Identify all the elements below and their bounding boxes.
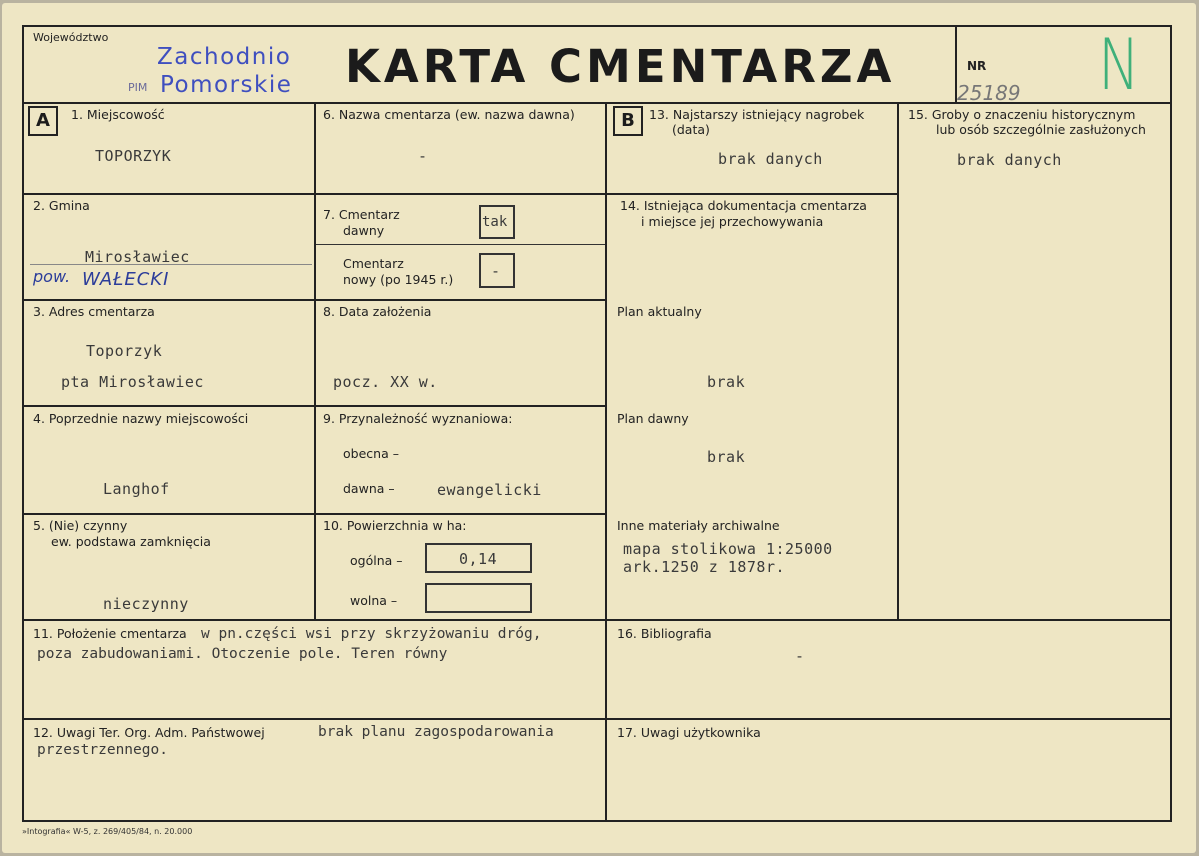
plan-old-value: brak — [707, 448, 746, 466]
field13-label-line1: 13. Najstarszy istniejący nagrobek — [649, 107, 865, 122]
field5-value: nieczynny — [103, 595, 189, 613]
printer-imprint: »Intografia« W-5, z. 269/405/84, n. 20.000 — [22, 827, 193, 836]
row-divider-a3 — [22, 405, 606, 407]
row-divider-a2 — [22, 299, 606, 301]
other-materials-line1: mapa stolikowa 1:25000 — [623, 540, 833, 558]
cell7-divider — [316, 244, 605, 245]
field3-line2: pta Mirosławiec — [61, 373, 204, 391]
field10-free-box[interactable] — [425, 583, 532, 613]
field7-new-label-line1: Cmentarz — [343, 256, 404, 271]
field12-line1: brak planu zagospodarowania — [318, 724, 554, 740]
field2-label: 2. Gmina — [33, 198, 90, 213]
field9-former-label: dawna – — [343, 481, 395, 496]
field16-value: - — [795, 647, 805, 665]
field10-total-value: 0,14 — [459, 550, 498, 568]
field6-value: - — [418, 147, 428, 165]
field8-value: pocz. XX w. — [333, 373, 438, 391]
voivodeship-label: Województwo — [33, 31, 109, 44]
field7-old-label-line1: 7. Cmentarz — [323, 207, 400, 222]
col-divider-2 — [605, 102, 607, 822]
field17-label: 17. Uwagi użytkownika — [617, 725, 761, 740]
page-title: KARTA CMENTARZA — [345, 40, 896, 93]
field12-line2: przestrzennego. — [37, 742, 168, 758]
field7-old-box[interactable] — [479, 205, 515, 239]
field8-label: 8. Data założenia — [323, 304, 432, 319]
col-divider-1 — [314, 102, 316, 620]
field15-label-line2: lub osób szczególnie zasłużonych — [936, 122, 1146, 137]
nr-value: 25189 — [957, 81, 1021, 105]
field7-new-label-line2: nowy (po 1945 r.) — [343, 272, 454, 287]
field11-line2: poza zabudowaniami. Otoczenie pole. Teren równy — [37, 646, 448, 662]
field10-free-label: wolna – — [350, 593, 398, 608]
nr-label: NR — [967, 59, 987, 73]
plan-current-value: brak — [707, 373, 746, 391]
field10-total-box[interactable] — [425, 543, 532, 573]
field15-value: brak danych — [957, 151, 1062, 169]
field10-total-label: ogólna – — [350, 553, 403, 568]
row-divider-a1 — [22, 193, 606, 195]
other-materials-label: Inne materiały archiwalne — [617, 518, 780, 533]
field6-label: 6. Nazwa cmentarza (ew. nazwa dawna) — [323, 107, 575, 122]
row-divider-b1 — [606, 193, 898, 195]
field2-hand-value: WAŁECKI — [82, 269, 170, 290]
field11-line1: w pn.części wsi przy skrzyżowaniu dróg, — [201, 626, 542, 642]
col-divider-3 — [897, 102, 899, 620]
row-divider-bottom — [22, 718, 1172, 720]
field4-label: 4. Poprzednie nazwy miejscowości — [33, 411, 249, 426]
field9-current-label: obecna – — [343, 446, 399, 461]
field11-label: 11. Położenie cmentarza — [33, 626, 187, 641]
field2-value: Mirosławiec — [85, 248, 190, 266]
field10-label: 10. Powierzchnia w ha: — [323, 518, 467, 533]
voivodeship-stamp-line2: Pomorskie — [160, 72, 293, 98]
stamp-prefix: PIM — [128, 81, 148, 94]
field3-label: 3. Adres cmentarza — [33, 304, 155, 319]
field5-label-line1: 5. (Nie) czynny — [33, 518, 128, 533]
row-divider-main — [22, 619, 1172, 621]
category-mark: N — [1098, 24, 1140, 106]
field14-label-line2: i miejsce jej przechowywania — [641, 214, 824, 229]
field5-label-line2: ew. podstawa zamknięcia — [51, 534, 211, 549]
field1-label: 1. Miejscowość — [71, 107, 165, 122]
field1-value: TOPORZYK — [95, 147, 172, 165]
field13-value: brak danych — [718, 150, 823, 168]
field14-label-line1: 14. Istniejąca dokumentacja cmentarza — [620, 198, 867, 213]
row-divider-a4 — [22, 513, 606, 515]
voivodeship-stamp-line1: Zachodnio — [157, 44, 292, 70]
plan-current-label: Plan aktualny — [617, 304, 702, 319]
field7-old-label-line2: dawny — [343, 223, 385, 238]
other-materials-line2: ark.1250 z 1878r. — [623, 558, 786, 576]
field9-label: 9. Przynależność wyznaniowa: — [323, 411, 513, 426]
field7-new-box[interactable] — [479, 253, 515, 288]
field7-old-value: tak — [482, 214, 508, 230]
plan-old-label: Plan dawny — [617, 411, 689, 426]
field12-label: 12. Uwagi Ter. Org. Adm. Państwowej — [33, 725, 265, 740]
section-b-marker: B — [613, 106, 643, 136]
field7-new-value: - — [491, 262, 501, 280]
field16-label: 16. Bibliografia — [617, 626, 712, 641]
field2-hand-prefix: pow. — [33, 267, 71, 286]
field15-label-line1: 15. Groby o znaczeniu historycznym — [908, 107, 1136, 122]
field4-value: Langhof — [103, 480, 170, 498]
field3-line1: Toporzyk — [86, 342, 163, 360]
section-a-marker: A — [28, 106, 58, 136]
field9-former-value: ewangelicki — [437, 481, 542, 499]
field13-label-line2: (data) — [672, 122, 710, 137]
